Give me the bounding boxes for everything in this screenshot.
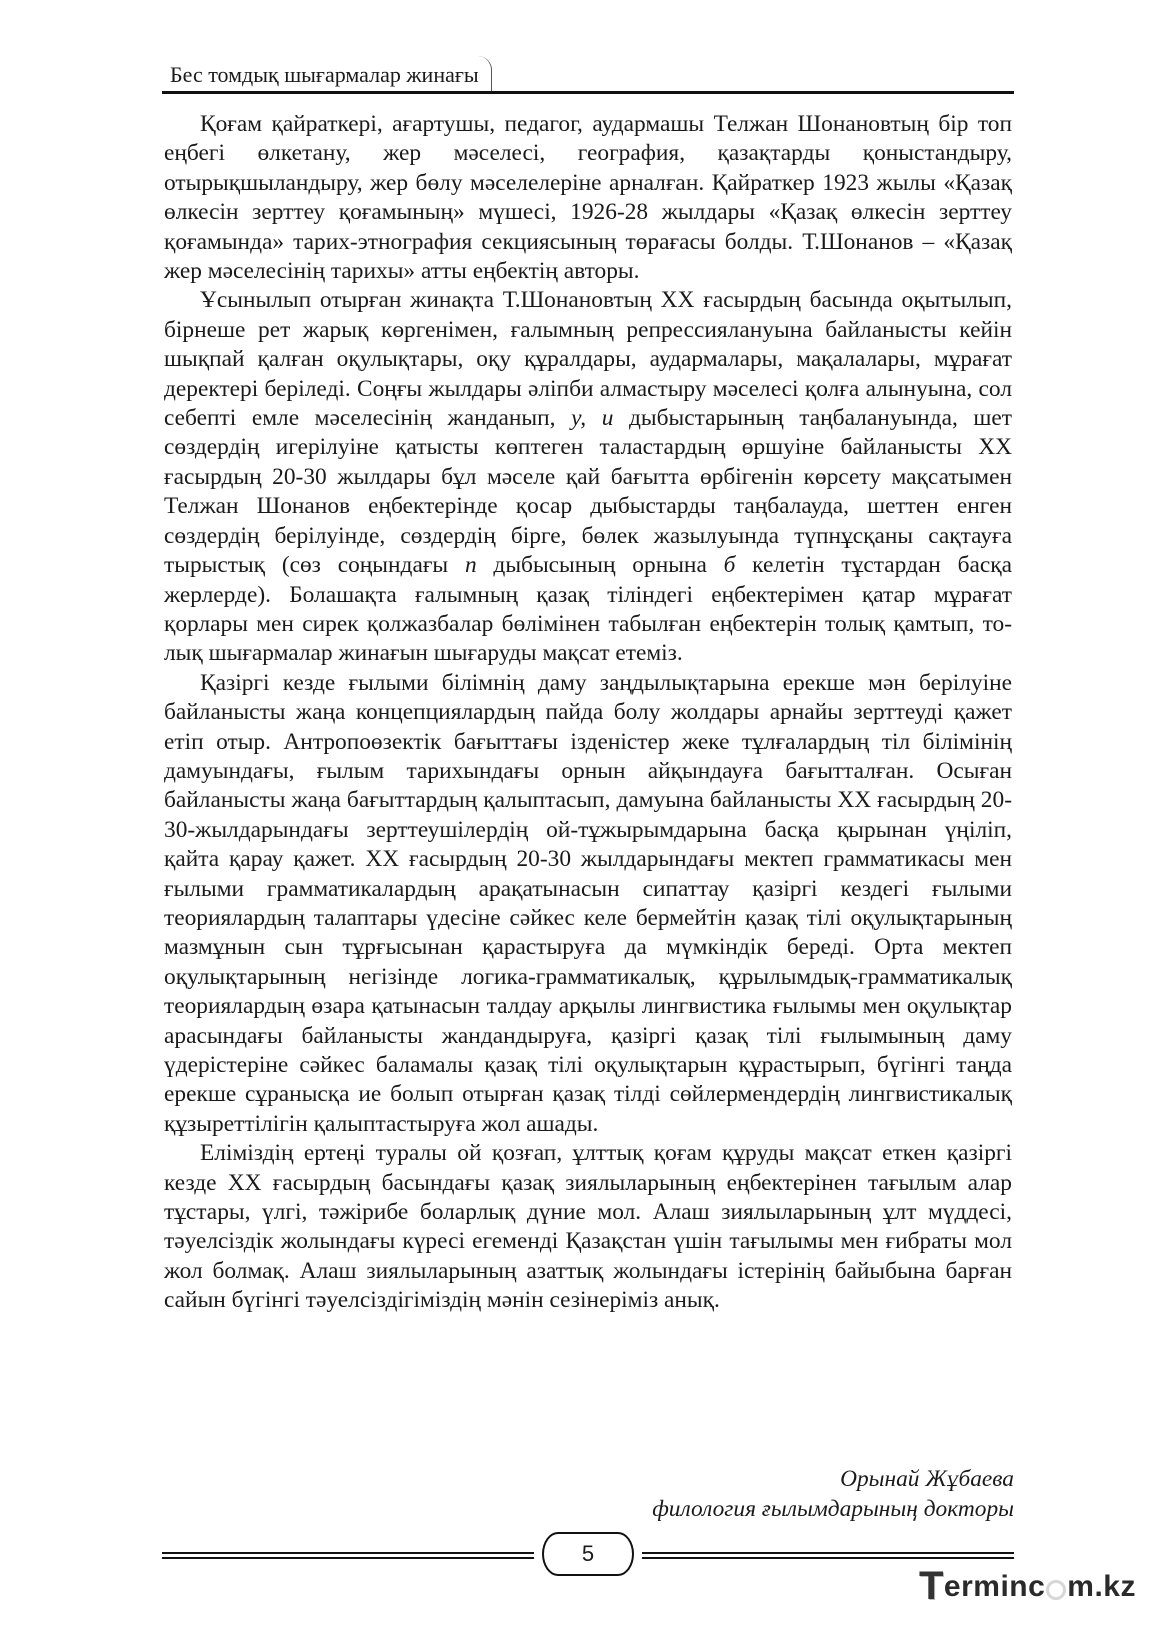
paragraph-1-text: Қоғам қайраткері, ағартушы, педагог, аудармашы Телжан Шонановтың бір топ еңбегі өлкетану, жер мәселесі, география, қазақтарды қоныстандыру, отырықшыландыру, жер бөлу мәселелеріне арналған. Қайраткер 1923 жылы «Қазақ өлкесін зерттеу қоғамының» мүшесі, 1926-28 жылдары «Қазақ өлкесін зерттеу қоғамында» тарих-этнография секциясының төрағасы болды. Т.Шонанов – «Қазақ жер мәселесінің тарихы» атты еңбектің авторы. [164,111,1012,285]
header-title: Бес томдық шығармалар жинағы [170,62,479,87]
watermark-letter-t: T [918,1564,944,1608]
signature-name: Орынай Жұбаева [840,1466,1014,1492]
header-rule [162,91,1014,94]
watermark-text-2: m.kz [1067,1569,1136,1603]
paragraph-2-text-a: Ұсынылып отырған жинақта Т.Шонановтың ХХ ғасырдың басында оқытылып, бірнеше рет жарық көргенімен, ғалымның репрессиялануына байланысты кейін шықпай қалған оқулықтары, оқу құралдары, аудармалары, мақалалары, мұрағат деректері беріледі. Соңғы жылдары әліпби алмастыру мәселесі қолға алынуына, сол себепті емле мәселесінің жанданып, [164,287,1012,432]
page-number-frame [542,1532,634,1576]
paragraph-2-italic-1: у, и [571,405,614,432]
watermark-text-1: erminc [943,1569,1046,1603]
paragraph-1 [164,110,1012,286]
paragraph-2-text-c: дыбысының орнына [476,552,724,579]
body-text [164,110,1012,1316]
termincom-watermark [919,1564,1136,1609]
signature-title: филология ғылымдарының докторы [652,1496,1014,1522]
watermark-circle-icon [1046,1580,1066,1600]
footer-rule-right [642,1552,1014,1559]
header-title-box [162,56,492,92]
paragraph-3 [164,669,1012,1140]
signature-block [652,1464,1014,1524]
footer-rule-left [162,1552,534,1559]
paragraph-2-text-b: дыбыстарының таңбалануында, шет сөздердің игерілуіне қатысты көптеген таластардың өршуіне байланысты ХХ ғасырдың 20-30 жылдары бұл мәселе қай бағытта өрбігенін көрсету мақсатымен Телжан Шонанов еңбектерінде қосар дыбыстарды таңбалауда, шеттен енген сөздердің берілуінде, сөздердің бірге, бөлек жазылуында түпнұсқаны сақтауға тырыстық (сөз соңындағы [164,405,1013,579]
paragraph-3-text: Қазіргі кезде ғылыми білімнің даму заңдылықтарына ерекше мән берілуіне байланысты жаңа концепциялардың пайда болу жолдары арнайы зерттеуді қажет етіп отыр. Антропоөзектік бағыттағы ізденістер жеке тұлғалардың тіл білімінің дамуындағы, ғылым тарихындағы орнын айқындауға бағытталған. Осыған байланысты жаңа бағыттардың қалыптасып, дамуына байланысты ХХ ғасырдың 20-30-жылдарындағы зерттеушілердің ой-тұжырымдарына басқа қырынан үңіліп, қайта қарау қажет. ХХ ғасырдың 20-30 жылдарындағы мектеп грамматикасы мен ғылыми грамматикалардың арақатынасын сипаттау қазіргі кездегі ғылыми теориялардың талаптары үдесіне сәйкес келе бермейтін қазақ тілі оқулықтарының мазмұнын сын тұрғысынан қарастыруға да мүмкіндік береді. Орта мектеп оқулықтарының негізінде логика-грамматикалық, құрылымдық-грамматикалық теориялардың өзара қатынасын талдау арқылы лингвистика ғылымы мен оқулықтар арасындағы байланысты жандандыруға, қазіргі қазақ тілі ғылымының даму үдерістеріне сәйкес баламалы қазақ тілі оқулықтарын құрастырып, бүгінгі таңда ерекше сұранысқа ие болып отырған қазақ тілді сөйлермендердің лингвистикалық құзыреттілігін қалыптастыруға жол ашады. [164,669,1012,1137]
running-header [162,56,1014,96]
page-number: 5 [581,1541,595,1566]
paragraph-4 [164,1139,1012,1315]
paragraph-4-text: Еліміздің ертеңі туралы ой қозғап, ұлттық қоғам құруды мақсат еткен қазіргі кезде ХХ ғасырдың басындағы қазақ зиялыларының еңбектерінен тағылым алар тұстары, үлгі, тәжірибе боларлық дүние мол. Алаш зиялыларының ұлт мүддесі, тәуелсіздік жолындағы күресі егеменді Қазақстан үшін тағылымы мен ғибраты мол жол болмақ. Алаш зиялыларының азаттық жолындағы істерінің байыбына барған сайын бүгінгі тәуелсіздігіміздің мәнін сезінеріміз анық. [164,1140,1012,1314]
paragraph-2-italic-3: б [723,552,736,579]
page-footer [162,1530,1014,1580]
paragraph-2-text-d: келетін тұстардан басқа жерлерде). Болашақта ғалымның қазақ тіліндегі еңбектерімен қатар мұрағат қорлары мен сирек қолжазбалар бөлімінен табылған еңбектерін толық қамтып, толық шығармалар жинағын шығаруды мақсат етеміз. [164,552,1012,667]
paragraph-2-italic-2: п [464,552,477,579]
paragraph-2 [164,286,1012,668]
